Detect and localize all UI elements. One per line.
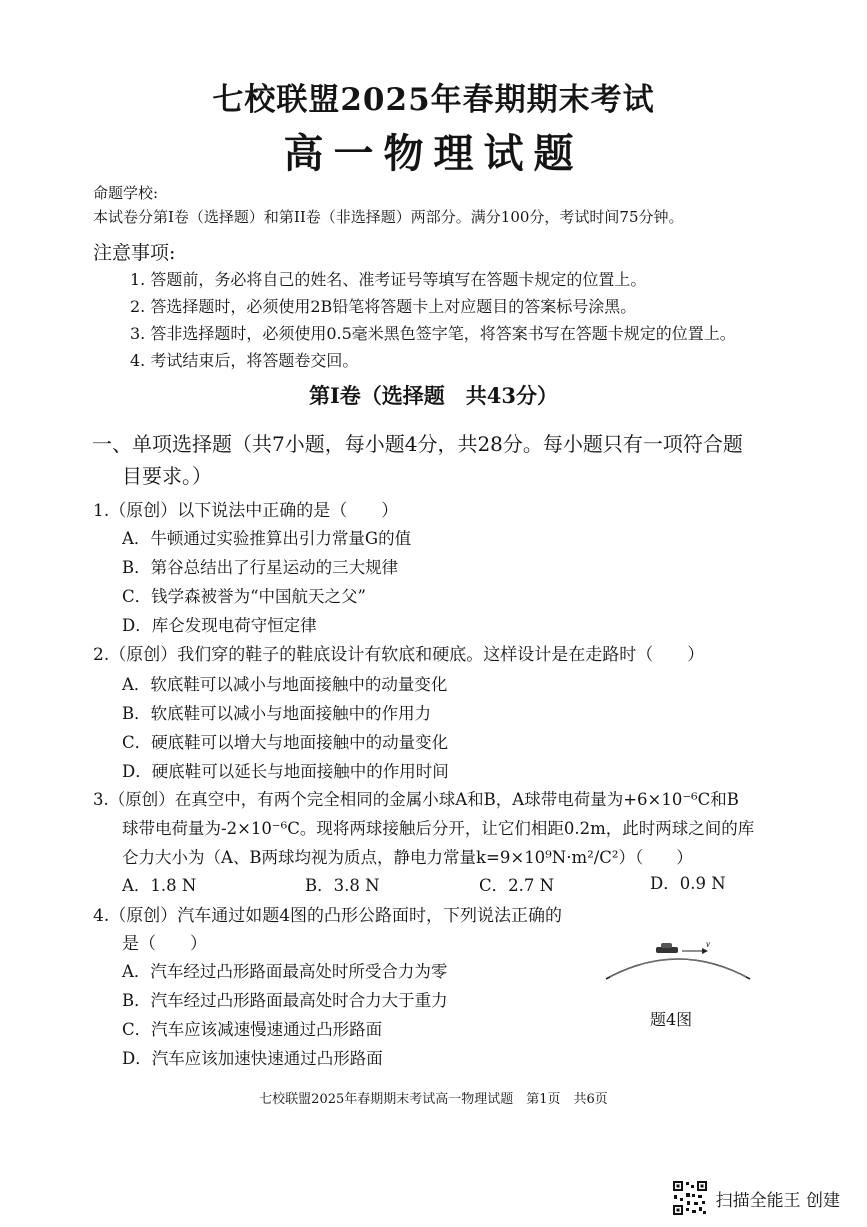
part-title: 一、单项选择题（共7小题，每小题4分，共28分。每小题只有一项符合题	[92, 432, 743, 456]
question-stem: 3.（原创）在真空中，有两个完全相同的金属小球A和B，A球带电荷量为+6×10⁻⁶C和B	[93, 790, 739, 809]
question-option: C．汽车应该减速慢速通过凸形路面	[122, 1020, 383, 1039]
question-stem-cont: 是（ ）	[122, 934, 207, 954]
question-stem: 4.（原创）汽车通过如题4图的凸形公路面时，下列说法正确的	[93, 906, 563, 926]
qr-code-icon	[672, 1180, 708, 1216]
question-option: B．3.8 N	[305, 876, 380, 895]
section-title: 第I卷（选择题 共43分）	[308, 383, 559, 408]
notes-item: 2. 答选择题时，必须使用2B铅笔将答题卡上对应题目的答案标号涂黑。	[130, 297, 637, 316]
car-icon	[656, 943, 678, 953]
question-option: B．第谷总结出了行星运动的三大规律	[122, 558, 399, 577]
question-option: D．库仑发现电荷守恒定律	[122, 616, 317, 635]
question-stem: 1.（原创）以下说法中正确的是（ ）	[93, 501, 399, 521]
question-option: D．硬底鞋可以延长与地面接触中的作用时间	[122, 762, 449, 781]
question-stem-cont: 球带电荷量为-2×10⁻⁶C。现将两球接触后分开，让它们相距0.2m，此时两球之间的库	[122, 819, 755, 838]
question-option: D．0.9 N	[650, 874, 726, 893]
notes-heading: 注意事项:	[93, 242, 176, 264]
notes-item: 4. 考试结束后，将答题卷交回。	[130, 351, 359, 370]
question-option: B．软底鞋可以减小与地面接触中的作用力	[122, 704, 432, 723]
exam-title: 七校联盟2025年春期期末考试	[212, 82, 655, 118]
figure-caption: 题4图	[650, 1010, 693, 1029]
convex-road-figure	[598, 935, 758, 985]
school-label: 命题学校:	[93, 184, 159, 202]
notes-item: 1. 答题前，务必将自己的姓名、准考证号等填写在答题卡规定的位置上。	[130, 270, 647, 289]
scanner-watermark	[672, 1180, 840, 1216]
question-stem-cont: 仑力大小为（A、B两球均视为质点，静电力常量k=9×10⁹N·m²/C²）（ ）	[122, 848, 693, 867]
question-option: A．牛顿通过实验推算出引力常量G的值	[122, 529, 412, 548]
question-option: C．硬底鞋可以增大与地面接触中的动量变化	[122, 733, 449, 752]
question-option: A．汽车经过凸形路面最高处时所受合力为零	[122, 962, 448, 981]
notes-item: 3. 答非选择题时，必须使用0.5毫米黑色签字笔，将答案书写在答题卡规定的位置上。	[130, 324, 736, 343]
question-option: B．汽车经过凸形路面最高处时合力大于重力	[122, 991, 448, 1010]
question-option: A．软底鞋可以减小与地面接触中的动量变化	[122, 675, 448, 694]
part-title-cont: 目要求。）	[122, 464, 212, 488]
question-option: D．汽车应该加速快速通过凸形路面	[122, 1049, 383, 1068]
page-footer: 七校联盟2025年春期期末考试高一物理试题 第1页 共6页	[259, 1092, 608, 1107]
question-option: C．2.7 N	[479, 876, 555, 895]
subject-title: 高一物理试题	[283, 130, 584, 177]
convex-road-shading	[610, 959, 746, 977]
exam-intro: 本试卷分第I卷（选择题）和第II卷（非选择题）两部分。满分100分，考试时间75分钟。	[93, 208, 684, 226]
watermark-text: 扫描全能王 创建	[715, 1190, 840, 1211]
question-stem: 2.（原创）我们穿的鞋子的鞋底设计有软底和硬底。这样设计是在走路时（ ）	[93, 645, 705, 665]
question-option: A．1.8 N	[122, 876, 197, 895]
velocity-label: v	[706, 939, 710, 949]
question-figure	[598, 935, 758, 989]
question-option: C．钱学森被誉为“中国航天之父”	[122, 587, 366, 606]
